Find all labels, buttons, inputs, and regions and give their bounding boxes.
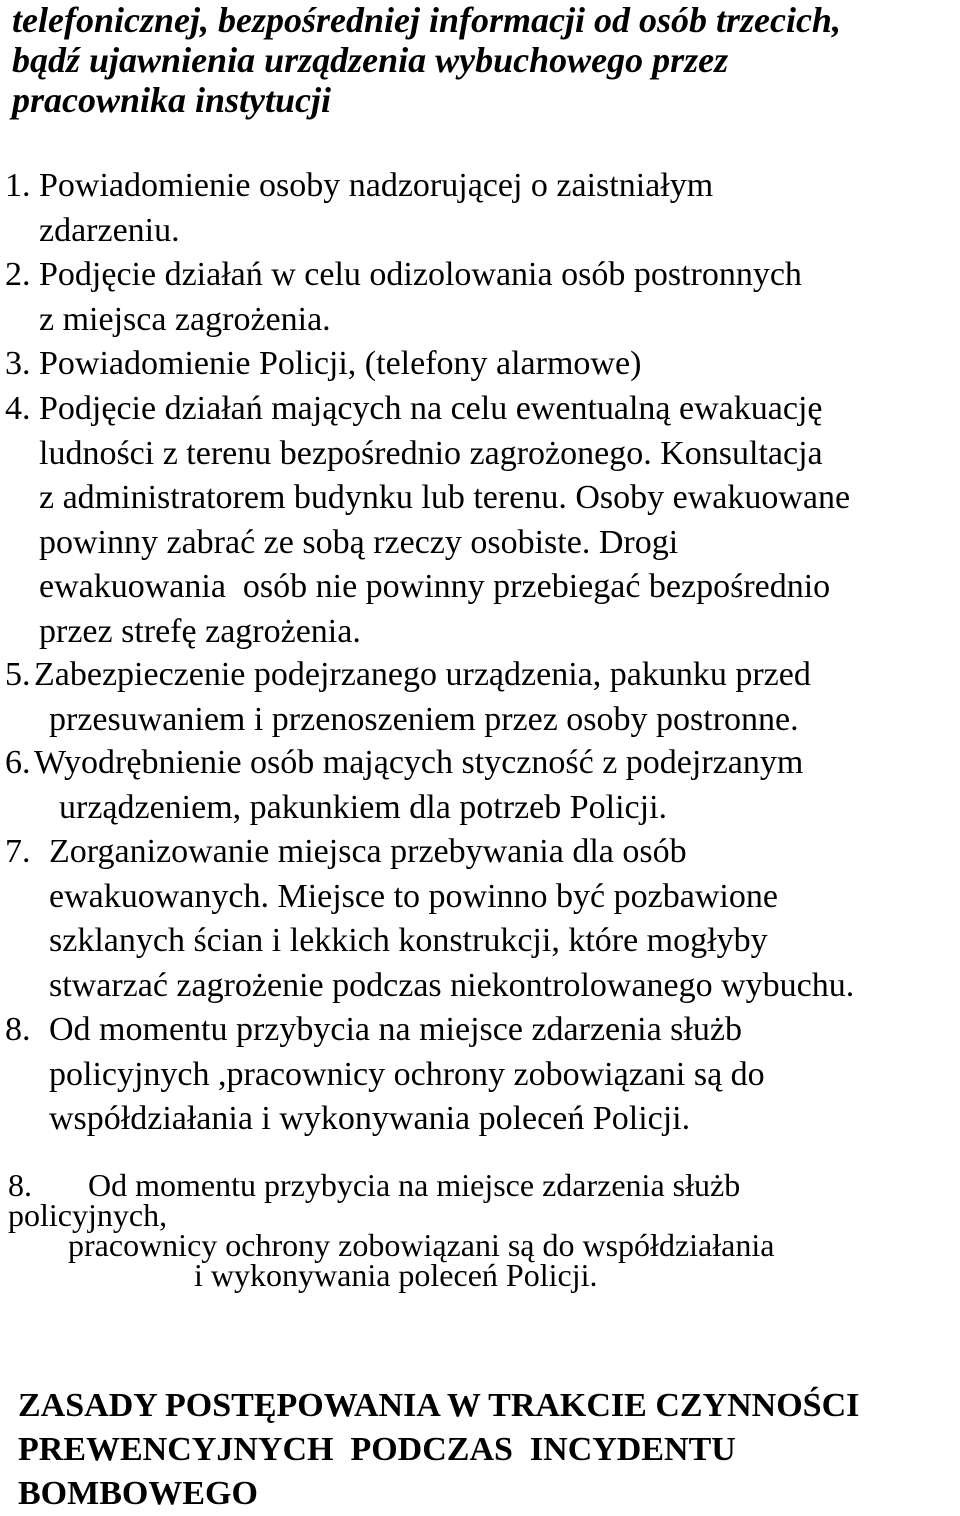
bottom-heading (18, 1384, 958, 1516)
list-item-2-number: 2. (5, 256, 31, 293)
list-item-4-line-5: ewakuowania osób nie powinny przebiegać bezpośrednio (39, 568, 831, 605)
bottom-heading-line-3: BOMBOWEGO (18, 1475, 258, 1512)
list-item-4-line-2: ludności z terenu bezpośrednio zagrożonego. Konsultacja (39, 434, 823, 472)
list-item-4-line-3: z administratorem budynku lub terenu. Osoby ewakuowane (39, 479, 851, 516)
list-item-7-number: 7. (5, 833, 31, 870)
duplicate-item-8-number: 8. (8, 1167, 32, 1203)
list-item-7-line-2: ewakuowanych. Miejsce to powinno być pozbawione (49, 877, 778, 915)
duplicate-item-8-line-3: pracownicy ochrony zobowiązani są do współdziałania (68, 1227, 775, 1263)
list-item-8-line-2: policyjnych ,pracownicy ochrony zobowiązani są do (49, 1055, 765, 1093)
duplicate-item-8-text-1: Od momentu przybycia na miejsce zdarzenia służb (88, 1167, 741, 1203)
list-item-4-line-4: powinny zabrać ze sobą rzeczy osobiste. Drogi (39, 523, 679, 561)
top-heading-line-3: pracownika instytucji (12, 80, 332, 120)
list-item-5 (5, 653, 811, 742)
list-item-3 (5, 342, 641, 387)
list-item-6-number: 6. (5, 744, 31, 781)
list-item-4 (5, 387, 850, 654)
list-item-8-number: 8. (5, 1011, 31, 1048)
duplicate-item-8-line-1 (8, 1167, 948, 1203)
bottom-heading-line-2: PREWENCYJNYCH PODCZAS INCYDENTU (18, 1431, 736, 1468)
list-item-7-line-1: Zorganizowanie miejsca przebywania dla osób (49, 833, 687, 870)
list-item-1-line-2: zdarzeniu. (39, 211, 180, 249)
list-item-6 (5, 741, 803, 830)
list-item-8-line-3: współdziałania i wykonywania poleceń Policji. (49, 1100, 691, 1137)
list-item-5-line-1: Zabezpieczenie podejrzanego urządzenia, pakunku przed (34, 656, 811, 693)
list-item-5-number: 5. (5, 656, 31, 693)
list-item-3-line-1: Powiadomienie Policji, (telefony alarmowe) (39, 345, 642, 382)
list-item-2 (5, 253, 802, 342)
list-item-1-number: 1. (5, 167, 31, 204)
duplicate-list-item-8 (8, 1167, 948, 1293)
list-item-8-line-1: Od momentu przybycia na miejsce zdarzenia służb (49, 1011, 742, 1048)
list-item-6-line-1: Wyodrębnienie osób mających styczność z podejrzanym (34, 744, 804, 781)
bottom-heading-line-1: ZASADY POSTĘPOWANIA W TRAKCIE CZYNNOŚCI (18, 1387, 860, 1424)
list-item-4-number: 4. (5, 390, 31, 427)
list-item-1 (5, 164, 713, 253)
top-heading-line-2: bądź ujawnienia urządzenia wybuchowego przez (12, 40, 729, 80)
top-heading-line-1: telefonicznej, bezpośredniej informacji od osób trzecich, (12, 0, 841, 40)
list-item-2-line-2: z miejsca zagrożenia. (39, 300, 331, 338)
list-item-7-line-4: stwarzać zagrożenie podczas niekontrolowanego wybuchu. (49, 966, 855, 1004)
list-item-3-number: 3. (5, 345, 31, 382)
list-item-7-line-3: szklanych ścian i lekkich konstrukcji, które mogłyby (49, 922, 768, 959)
list-item-8 (5, 1008, 765, 1142)
duplicate-item-8-line-4: i wykonywania poleceń Policji. (194, 1257, 598, 1293)
list-item-2-line-1: Podjęcie działań w celu odizolowania osób postronnych (39, 256, 802, 293)
list-item-7 (5, 830, 854, 1008)
list-item-4-line-6: przez strefę zagrożenia. (39, 612, 361, 650)
duplicate-item-8-line-2: policyjnych, (8, 1197, 168, 1233)
top-heading (12, 0, 952, 120)
list-item-6-line-2: urządzeniem, pakunkiem dla potrzeb Policji. (59, 788, 668, 826)
list-item-4-line-1: Podjęcie działań mających na celu ewentualną ewakuację (39, 390, 823, 427)
list-item-5-line-2: przesuwaniem i przenoszeniem przez osoby postronne. (49, 700, 799, 738)
list-item-1-line-1: Powiadomienie osoby nadzorującej o zaistniałym (39, 167, 714, 204)
